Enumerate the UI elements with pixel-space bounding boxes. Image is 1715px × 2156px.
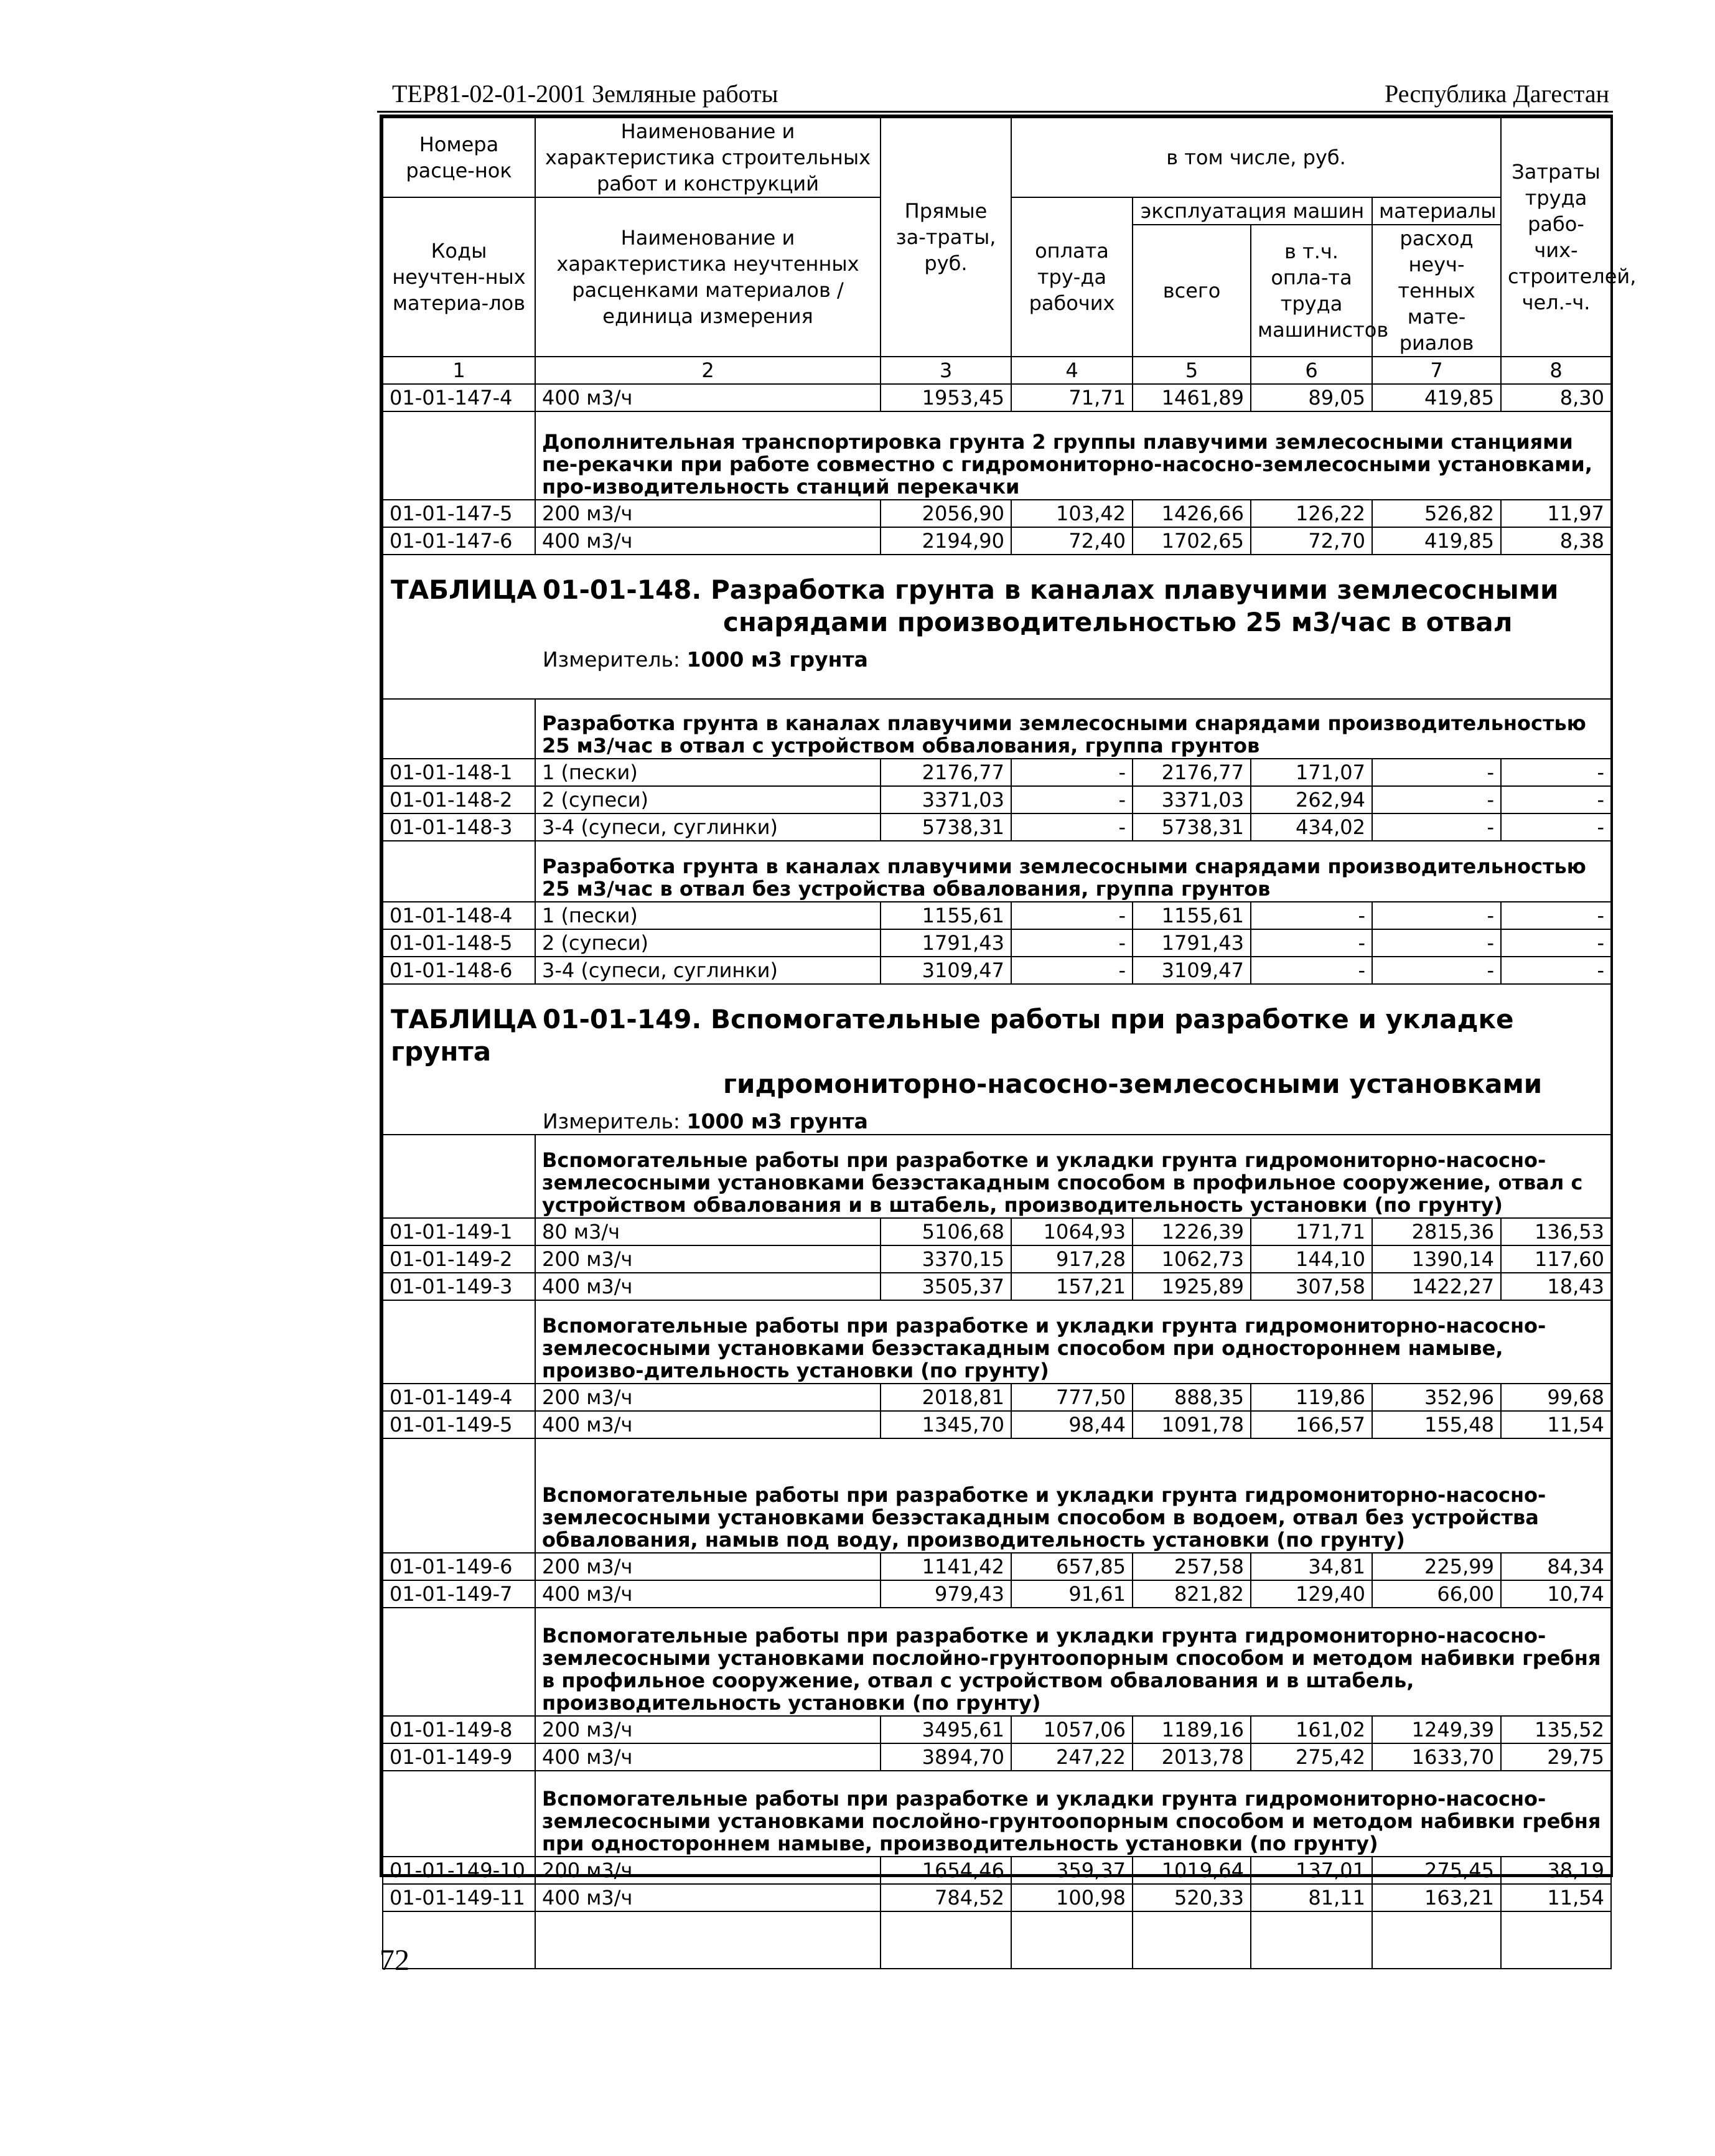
materials-cell: 526,82 (1372, 500, 1501, 527)
direct-costs-cell: 3109,47 (881, 957, 1011, 984)
section-code-cell (383, 1300, 535, 1384)
table-row (383, 929, 1611, 957)
work-characteristic: 3-4 (супеси, суглинки) (535, 957, 881, 984)
materials-cell: - (1372, 786, 1501, 813)
measure-label: Измеритель: (543, 1109, 681, 1133)
table-row (383, 527, 1611, 555)
section-heading: Вспомогательные работы при разработке и укладки грунта гидромониторно-насосно-землесосными установками послойно-грунтоопорным способом и методом набивки гребня в профильное сооружение, отвал с устройством обвалования и в штабель, производительность установки (по грунту) (535, 1608, 1611, 1716)
machine-total-cell: 3109,47 (1133, 957, 1251, 984)
workers-pay-cell: 71,71 (1011, 384, 1133, 411)
machine-total-cell: 888,35 (1133, 1384, 1251, 1411)
section-heading: Вспомогательные работы при разработке и укладки грунта гидромониторно-насосно-землесосными установками безэстакадным способом в водоем, отвал без устройства обвалования, намыв под воду, производительность установки (по грунту) (535, 1438, 1611, 1553)
machine-total-cell: 257,58 (1133, 1553, 1251, 1580)
empty-cell (1251, 1911, 1372, 1969)
labor-costs-cell: - (1501, 759, 1611, 786)
table-row (383, 759, 1611, 786)
page-number: 72 (380, 1944, 409, 1977)
work-characteristic: 400 м3/ч (535, 384, 881, 411)
empty-cell (1011, 1911, 1133, 1969)
rate-code: 01-01-149-1 (383, 1218, 535, 1245)
work-characteristic: 1 (пески) (535, 759, 881, 786)
operator-pay-cell: 89,05 (1251, 384, 1372, 411)
work-characteristic: 400 м3/ч (535, 1743, 881, 1771)
empty-cell (1133, 1911, 1251, 1969)
materials-cell: 419,85 (1372, 527, 1501, 555)
work-characteristic: 400 м3/ч (535, 1884, 881, 1911)
operator-pay-cell: 275,42 (1251, 1743, 1372, 1771)
price-table-frame (380, 115, 1637, 1910)
operator-pay-cell: 166,57 (1251, 1411, 1372, 1438)
measure-label: Измеритель: (543, 647, 681, 672)
machine-total-cell: 1426,66 (1133, 500, 1251, 527)
operator-pay-cell: - (1251, 902, 1372, 929)
price-table (382, 117, 1637, 1969)
labor-costs-cell: 11,54 (1501, 1411, 1611, 1438)
table-row (383, 902, 1611, 929)
materials-cell: 1249,39 (1372, 1716, 1501, 1743)
labor-costs-cell: 135,52 (1501, 1716, 1611, 1743)
measure-unit (391, 1109, 1603, 1134)
work-characteristic: 400 м3/ч (535, 1273, 881, 1300)
table-caption-row (383, 555, 1611, 699)
col-header-material-codes: Коды неучтен-ных материа-лов (383, 197, 535, 357)
table-row (383, 1716, 1611, 1743)
direct-costs-cell: 2194,90 (881, 527, 1011, 555)
measure-unit (391, 647, 1603, 672)
machine-total-cell: 5738,31 (1133, 813, 1251, 841)
machine-total-cell: 1155,61 (1133, 902, 1251, 929)
machine-total-cell: 2176,77 (1133, 759, 1251, 786)
direct-costs-cell: 1345,70 (881, 1411, 1011, 1438)
operator-pay-cell: 262,94 (1251, 786, 1372, 813)
section-row (383, 1608, 1611, 1716)
materials-cell: 2815,36 (1372, 1218, 1501, 1245)
work-characteristic: 400 м3/ч (535, 527, 881, 555)
table-row (383, 957, 1611, 984)
machine-total-cell: 1091,78 (1133, 1411, 1251, 1438)
column-number-row (383, 357, 1611, 384)
direct-costs-cell: 5738,31 (881, 813, 1011, 841)
direct-costs-cell: 3894,70 (881, 1743, 1011, 1771)
col-header-materials: материалы (1372, 197, 1501, 225)
machine-total-cell: 1791,43 (1133, 929, 1251, 957)
table-row (383, 1218, 1611, 1245)
rate-code: 01-01-149-10 (383, 1857, 535, 1884)
labor-costs-cell: 11,97 (1501, 500, 1611, 527)
section-code-cell (383, 699, 535, 759)
table-caption-row (383, 984, 1611, 1135)
table-row (383, 1384, 1611, 1411)
direct-costs-cell: 1654,46 (881, 1857, 1011, 1884)
machine-total-cell: 1062,73 (1133, 1245, 1251, 1273)
materials-cell: - (1372, 929, 1501, 957)
materials-cell: - (1372, 902, 1501, 929)
materials-cell: 1390,14 (1372, 1245, 1501, 1273)
labor-costs-cell: 136,53 (1501, 1218, 1611, 1245)
table-row (383, 1273, 1611, 1300)
labor-costs-cell: - (1501, 902, 1611, 929)
col-header-direct-costs: Прямые за-траты, руб. (881, 118, 1011, 357)
labor-costs-cell: - (1501, 786, 1611, 813)
col-number: 3 (881, 357, 1011, 384)
workers-pay-cell: 72,40 (1011, 527, 1133, 555)
table-row (383, 786, 1611, 813)
workers-pay-cell: - (1011, 759, 1133, 786)
rate-code: 01-01-148-3 (383, 813, 535, 841)
rate-code: 01-01-149-9 (383, 1743, 535, 1771)
workers-pay-cell: 103,42 (1011, 500, 1133, 527)
empty-cell (535, 1911, 881, 1969)
table-title: 01-01-149. Вспомогательные работы при разработке и укладке грунта (391, 1004, 1514, 1067)
materials-cell: 352,96 (1372, 1384, 1501, 1411)
col-number: 2 (535, 357, 881, 384)
table-caption (383, 555, 1611, 699)
col-header-labor-costs: Затраты труда рабо-чих-строителей, чел.-ч. (1501, 118, 1611, 357)
col-header-including: в том числе, руб. (1011, 118, 1501, 197)
direct-costs-cell: 1155,61 (881, 902, 1011, 929)
col-number: 4 (1011, 357, 1133, 384)
work-characteristic: 400 м3/ч (535, 1580, 881, 1608)
operator-pay-cell: 161,02 (1251, 1716, 1372, 1743)
table-row (383, 813, 1611, 841)
table-title-continued: гидромониторно-насосно-землесосными установками (723, 1069, 1543, 1099)
operator-pay-cell: 434,02 (1251, 813, 1372, 841)
workers-pay-cell: 91,61 (1011, 1580, 1133, 1608)
direct-costs-cell: 3495,61 (881, 1716, 1011, 1743)
section-row (383, 1135, 1611, 1218)
col-number: 1 (383, 357, 535, 384)
direct-costs-cell: 2056,90 (881, 500, 1011, 527)
table-title: 01-01-148. Разработка грунта в каналах плавучими землесосными (543, 574, 1559, 605)
workers-pay-cell: - (1011, 786, 1133, 813)
col-number: 6 (1251, 357, 1372, 384)
materials-cell: - (1372, 759, 1501, 786)
work-characteristic: 200 м3/ч (535, 1857, 881, 1884)
operator-pay-cell: 144,10 (1251, 1245, 1372, 1273)
materials-cell: 66,00 (1372, 1580, 1501, 1608)
work-characteristic: 2 (супеси) (535, 929, 881, 957)
empty-row (383, 1911, 1611, 1969)
section-row (383, 699, 1611, 759)
direct-costs-cell: 1141,42 (881, 1553, 1011, 1580)
materials-cell: 163,21 (1372, 1884, 1501, 1911)
operator-pay-cell: - (1251, 929, 1372, 957)
direct-costs-cell: 1791,43 (881, 929, 1011, 957)
col-header-workers-pay: оплата тру-да рабочих (1011, 197, 1133, 357)
rate-code: 01-01-148-6 (383, 957, 535, 984)
rate-code: 01-01-149-7 (383, 1580, 535, 1608)
work-characteristic: 3-4 (супеси, суглинки) (535, 813, 881, 841)
workers-pay-cell: 1057,06 (1011, 1716, 1133, 1743)
labor-costs-cell: 99,68 (1501, 1384, 1611, 1411)
machine-total-cell: 821,82 (1133, 1580, 1251, 1608)
section-code-cell (383, 1135, 535, 1218)
operator-pay-cell: 307,58 (1251, 1273, 1372, 1300)
rate-code: 01-01-149-6 (383, 1553, 535, 1580)
labor-costs-cell: 8,38 (1501, 527, 1611, 555)
workers-pay-cell: 657,85 (1011, 1553, 1133, 1580)
col-number: 7 (1372, 357, 1501, 384)
materials-cell: 1633,70 (1372, 1743, 1501, 1771)
rate-code: 01-01-148-4 (383, 902, 535, 929)
table-title-continued: снарядами производительностью 25 м3/час в отвал (723, 607, 1513, 637)
direct-costs-cell: 5106,68 (881, 1218, 1011, 1245)
machine-total-cell: 2013,78 (1133, 1743, 1251, 1771)
col-header-operator-pay: в т.ч. опла-та труда машинистов (1251, 225, 1372, 357)
work-characteristic: 200 м3/ч (535, 1716, 881, 1743)
work-characteristic: 1 (пески) (535, 902, 881, 929)
labor-costs-cell: 84,34 (1501, 1553, 1611, 1580)
table-title-line (391, 574, 1603, 606)
work-characteristic: 400 м3/ч (535, 1411, 881, 1438)
work-characteristic: 80 м3/ч (535, 1218, 881, 1245)
operator-pay-cell: 34,81 (1251, 1553, 1372, 1580)
materials-cell: 419,85 (1372, 384, 1501, 411)
running-header (377, 77, 1613, 113)
machine-total-cell: 1702,65 (1133, 527, 1251, 555)
col-header-machine-operation: эксплуатация машин (1133, 197, 1372, 225)
work-characteristic: 200 м3/ч (535, 1384, 881, 1411)
materials-cell: 225,99 (1372, 1553, 1501, 1580)
labor-costs-cell: 8,30 (1501, 384, 1611, 411)
machine-total-cell: 1189,16 (1133, 1716, 1251, 1743)
workers-pay-cell: 100,98 (1011, 1884, 1133, 1911)
labor-costs-cell: 18,43 (1501, 1273, 1611, 1300)
col-header-work-name: Наименование и характеристика строительных работ и конструкций (535, 118, 881, 197)
table-row (383, 1743, 1611, 1771)
col-header-material-name: Наименование и характеристика неучтенных расценками материалов / единица измерения (535, 197, 881, 357)
section-heading: Вспомогательные работы при разработке и укладки грунта гидромониторно-насосно-землесосными установками безэстакадным способом при одностороннем намыве, произво-дительность установки (по грунту) (535, 1300, 1611, 1384)
section-code-cell (383, 841, 535, 902)
section-heading: Разработка грунта в каналах плавучими землесосными снарядами производительностью 25 м3/час в отвал с устройством обвалования, группа грунтов (535, 699, 1611, 759)
section-heading: Разработка грунта в каналах плавучими землесосными снарядами производительностью 25 м3/час в отвал без устройства обвалования, группа грунтов (535, 841, 1611, 902)
materials-cell: 275,45 (1372, 1857, 1501, 1884)
table-row (383, 1411, 1611, 1438)
section-code-cell (383, 1438, 535, 1553)
labor-costs-cell: 38,19 (1501, 1857, 1611, 1884)
rate-code: 01-01-149-11 (383, 1884, 535, 1911)
col-number: 8 (1501, 357, 1611, 384)
machine-total-cell: 3371,03 (1133, 786, 1251, 813)
document-title: ТЕР81-02-01-2001 Земляные работы (392, 80, 778, 108)
workers-pay-cell: - (1011, 813, 1133, 841)
empty-cell (1501, 1911, 1611, 1969)
machine-total-cell: 520,33 (1133, 1884, 1251, 1911)
materials-cell: - (1372, 957, 1501, 984)
operator-pay-cell: - (1251, 957, 1372, 984)
empty-cell (881, 1911, 1011, 1969)
direct-costs-cell: 3505,37 (881, 1273, 1011, 1300)
operator-pay-cell: 81,11 (1251, 1884, 1372, 1911)
table-label: ТАБЛИЦА (391, 574, 537, 605)
table-label: ТАБЛИЦА (391, 1004, 537, 1034)
workers-pay-cell: - (1011, 929, 1133, 957)
operator-pay-cell: 126,22 (1251, 500, 1372, 527)
workers-pay-cell: 247,22 (1011, 1743, 1133, 1771)
operator-pay-cell: 171,71 (1251, 1218, 1372, 1245)
rate-code: 01-01-147-5 (383, 500, 535, 527)
measure-value: 1000 м3 грунта (686, 1109, 868, 1133)
table-row (383, 1553, 1611, 1580)
rate-code: 01-01-147-6 (383, 527, 535, 555)
section-row (383, 841, 1611, 902)
operator-pay-cell: 129,40 (1251, 1580, 1372, 1608)
table-title-line (391, 1003, 1603, 1068)
workers-pay-cell: 157,21 (1011, 1273, 1133, 1300)
labor-costs-cell: - (1501, 929, 1611, 957)
rate-code: 01-01-148-2 (383, 786, 535, 813)
operator-pay-cell: 72,70 (1251, 527, 1372, 555)
machine-total-cell: 1461,89 (1133, 384, 1251, 411)
section-code-cell (383, 1608, 535, 1716)
direct-costs-cell: 979,43 (881, 1580, 1011, 1608)
workers-pay-cell: 1064,93 (1011, 1218, 1133, 1245)
column-header-row (383, 118, 1611, 197)
work-characteristic: 200 м3/ч (535, 1245, 881, 1273)
labor-costs-cell: - (1501, 813, 1611, 841)
rate-code: 01-01-148-5 (383, 929, 535, 957)
section-code-cell (383, 1771, 535, 1857)
operator-pay-cell: 119,86 (1251, 1384, 1372, 1411)
labor-costs-cell: - (1501, 957, 1611, 984)
work-characteristic: 200 м3/ч (535, 500, 881, 527)
workers-pay-cell: - (1011, 957, 1133, 984)
section-heading: Вспомогательные работы при разработке и укладки грунта гидромониторно-насосно-землесосными установками безэстакадным способом в профильное сооружение, отвал с устройством обвалования и в штабель, производительность установки (по грунту) (535, 1135, 1611, 1218)
section-heading: Вспомогательные работы при разработке и укладки грунта гидромониторно-насосно-землесосными установками послойно-грунтоопорным способом и методом набивки гребня при одностороннем намыве, производительность установки (по грунту) (535, 1771, 1611, 1857)
workers-pay-cell: 917,28 (1011, 1245, 1133, 1273)
section-row (383, 411, 1611, 500)
direct-costs-cell: 2018,81 (881, 1384, 1011, 1411)
work-characteristic: 200 м3/ч (535, 1553, 881, 1580)
section-code-cell (383, 411, 535, 500)
workers-pay-cell: 359,37 (1011, 1857, 1133, 1884)
direct-costs-cell: 3371,03 (881, 786, 1011, 813)
empty-cell (1372, 1911, 1501, 1969)
rate-code: 01-01-149-5 (383, 1411, 535, 1438)
measure-value: 1000 м3 грунта (686, 647, 868, 672)
table-row (383, 500, 1611, 527)
materials-cell: 1422,27 (1372, 1273, 1501, 1300)
operator-pay-cell: 137,01 (1251, 1857, 1372, 1884)
labor-costs-cell: 117,60 (1501, 1245, 1611, 1273)
col-header-unaccounted-materials: расход неуч-тенных мате-риалов (1372, 225, 1501, 357)
section-row (383, 1771, 1611, 1857)
section-heading: Дополнительная транспортировка грунта 2 группы плавучими землесосными станциями пе-рекачки при работе совместно с гидромониторно-насосно-землесосными установками, про-изводительность станций перекачки (535, 411, 1611, 500)
rate-code: 01-01-149-8 (383, 1716, 535, 1743)
labor-costs-cell: 29,75 (1501, 1743, 1611, 1771)
rate-code: 01-01-149-3 (383, 1273, 535, 1300)
machine-total-cell: 1019,64 (1133, 1857, 1251, 1884)
table-row (383, 1580, 1611, 1608)
section-row (383, 1438, 1611, 1553)
direct-costs-cell: 1953,45 (881, 384, 1011, 411)
workers-pay-cell: 98,44 (1011, 1411, 1133, 1438)
col-header-rate-number: Номера расце-нок (383, 118, 535, 197)
materials-cell: 155,48 (1372, 1411, 1501, 1438)
region-name: Республика Дагестан (1385, 80, 1609, 108)
rate-code: 01-01-149-4 (383, 1384, 535, 1411)
direct-costs-cell: 2176,77 (881, 759, 1011, 786)
table-caption (383, 984, 1611, 1135)
rate-code: 01-01-149-2 (383, 1245, 535, 1273)
col-number: 5 (1133, 357, 1251, 384)
direct-costs-cell: 3370,15 (881, 1245, 1011, 1273)
rate-code: 01-01-147-4 (383, 384, 535, 411)
table-row (383, 384, 1611, 411)
machine-total-cell: 1925,89 (1133, 1273, 1251, 1300)
table-row (383, 1884, 1611, 1911)
operator-pay-cell: 171,07 (1251, 759, 1372, 786)
machine-total-cell: 1226,39 (1133, 1218, 1251, 1245)
table-row (383, 1857, 1611, 1884)
materials-cell: - (1372, 813, 1501, 841)
section-row (383, 1300, 1611, 1384)
labor-costs-cell: 11,54 (1501, 1884, 1611, 1911)
rate-code: 01-01-148-1 (383, 759, 535, 786)
workers-pay-cell: 777,50 (1011, 1384, 1133, 1411)
workers-pay-cell: - (1011, 902, 1133, 929)
direct-costs-cell: 784,52 (881, 1884, 1011, 1911)
table-row (383, 1245, 1611, 1273)
col-header-machine-total: всего (1133, 225, 1251, 357)
labor-costs-cell: 10,74 (1501, 1580, 1611, 1608)
work-characteristic: 2 (супеси) (535, 786, 881, 813)
